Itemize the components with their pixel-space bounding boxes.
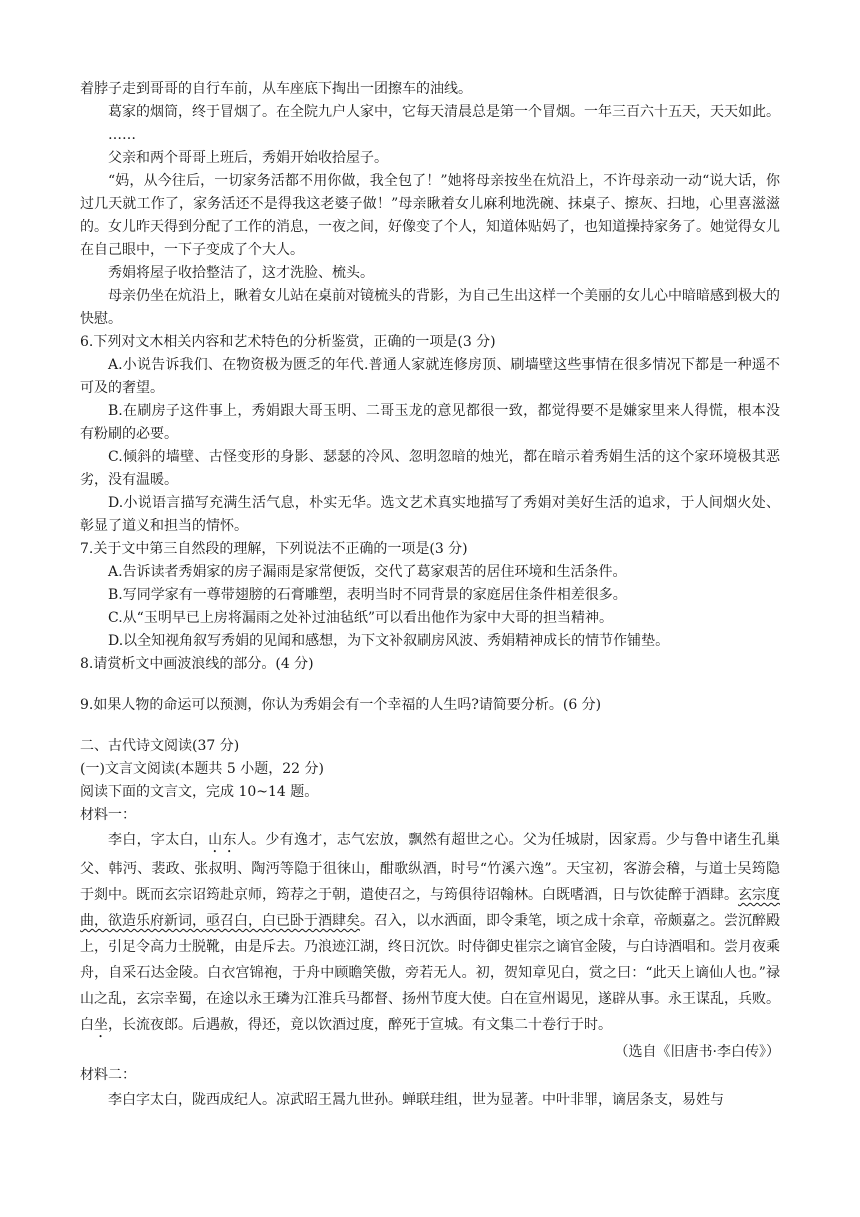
question-6-stem: 6.下列对文木相关内容和艺术特色的分析鉴赏，正确的一项是(3 分): [80, 334, 496, 350]
material-1-text: [80, 827, 780, 1041]
story-paragraph-1: 着脖子走到哥哥的自行车前，从车座底下掏出一团擦车的油线。: [80, 81, 472, 97]
question-7-stem: 7.关于文中第三自然段的理解，下列说法不正确的一项是(3 分): [80, 541, 468, 557]
question-6-option-b: B.在刷房子这件事上，秀娟跟大哥玉明、二哥玉龙的意见都很一致，都觉得要不是嫌家里来人得慌，根本没有粉刷的必要。: [80, 403, 780, 442]
material-1-text-c: 。召入，以水洒面，即令秉笔，顷之成十余章，帝颇嘉之。尝沉醉殿上，引足令高力士脱靴，由是斥去。乃浪迹江湖，终日沉饮。时侍御史崔宗之谪官金陵，与白诗酒唱和。尝月夜乘舟，自采石达金陵。白衣宫锦袍，于舟中顾瞻笑傲，旁若无人。初，贺知章见白，赏之曰：“此天上谪仙人也。”禄山之乱，玄宗幸蜀，在途以永王璘为江淮兵马都督、扬州节度大使。白在宣州谒见，遂辟从事。永王谋乱，兵败。白: [80, 913, 780, 1033]
story-paragraph-6: 母亲仍坐在炕沿上，瞅着女儿站在桌前对镜梳头的背影，为自己生出这样一个美丽的女儿心中暗暗感到极大的快慰。: [80, 288, 780, 327]
question-7-option-b: B.写同学家有一尊带翅膀的石膏雕塑，表明当时不同背景的家庭居住条件相差很多。: [108, 587, 627, 603]
dotted-word-shandong: 山东: [208, 832, 237, 848]
section-2-subtitle: (一)文言文阅读(本题共 5 小题，22 分): [80, 761, 324, 777]
question-8: 8.请赏析文中画波浪线的部分。(4 分): [80, 656, 314, 672]
story-paragraph-5: 秀娟将屋子收拾整洁了，这才洗脸、梳头。: [108, 265, 374, 281]
wavy-underlined-sentence: 玄宗度曲，欲造乐府新词，亟召白，白已卧于酒肆矣: [80, 887, 780, 929]
question-9: 9.如果人物的命运可以预测，你认为秀娟会有一个幸福的人生吗?请简要分析。(6 分): [80, 697, 602, 713]
answer-space-8: [80, 676, 780, 694]
material-1-text-a: 李白，字太白，: [108, 832, 209, 848]
question-6-option-a: A.小说告诉我们、在物资极为匮乏的年代.普通人家就连修房顶、刷墙壁这些事情在很多情况下都是一种遥不可及的奢望。: [80, 357, 780, 396]
story-paragraph-3: 父亲和两个哥哥上班后，秀娟开始收拾屋子。: [108, 150, 388, 166]
material-1-source: （选自《旧唐书·李白传》）: [614, 1044, 780, 1060]
material-1-label: 材料一：: [80, 807, 136, 823]
story-paragraph-4: “妈，从今往后，一切家务活都不用你做，我全包了！”她将母亲按坐在炕沿上，不许母亲动一动“说大话，你过几天就工作了，家务活还不是得我这老婆子做！”母亲瞅着女儿麻利地洗碗、抹桌子、擦灰、扫地，心里喜滋滋的。女儿昨天得到分配了工作的消息，一夜之间，好像变了个人，知道体贴妈了，也知道操持家务了。她觉得女儿在自己眼中，一下子变成了个大人。: [80, 173, 780, 258]
material-1-text-d: ，长流夜郎。后遇赦，得还，竟以饮酒过度，醉死于宣城。有文集二十卷行于时。: [108, 1017, 612, 1033]
story-ellipsis: ……: [108, 127, 136, 143]
question-6-option-d: D.小说语言描写充满生活气息，朴实无华。选文艺术真实地描写了秀娟对美好生活的追求，于人间烟火处、彰显了道义和担当的情怀。: [80, 495, 780, 534]
question-6-option-c: C.倾斜的墙壁、古怪变形的身影、瑟瑟的冷风、忽明忽暗的烛光，都在暗示着秀娟生活的这个家环境极其恶劣，没有温暖。: [80, 449, 780, 488]
document-page: [80, 78, 780, 1113]
section-2-instruction: 阅读下面的文言文，完成 10~14 题。: [80, 784, 319, 800]
question-7-option-c: C.从“玉明早已上房将漏雨之处补过油毡纸”可以看出他作为家中大哥的担当精神。: [108, 610, 613, 626]
material-2-label: 材料二：: [80, 1067, 136, 1083]
dotted-word-zuo: 坐: [94, 1017, 108, 1033]
material-1-block: [80, 827, 780, 1041]
story-paragraph-2: 葛家的烟筒，终于冒烟了。在全院九户人家中，它每天清晨总是第一个冒烟。一年三百六十五天，天天如此。: [108, 104, 780, 120]
answer-space-9: [80, 717, 780, 735]
material-2-block: [80, 1087, 780, 1113]
question-7-option-d: D.以全知视角叙写秀娟的见闻和感想，为下文补叙刷房风波、秀娟精神成长的情节作铺垫。: [108, 633, 670, 649]
section-2-title: 二、古代诗文阅读(37 分): [80, 738, 240, 754]
material-2-text: 李白字太白，陇西成纪人。凉武昭王暠九世孙。蝉联珪组，世为显著。中叶非罪，谪居条支，易姓与: [108, 1092, 724, 1108]
material-1-text-b: 人。少有逸才，志气宏放，飘然有超世之心。父为任城尉，因家焉。少与鲁中诸生孔巢父、韩沔、裴政、张叔明、陶沔等隐于徂徕山，酣歌纵酒，时号“竹溪六逸”。天宝初，客游会稽，与道士吴筠隐于剡中。既而玄宗诏筠赴京师，筠荐之于朝，遣使召之，与筠俱待诏翰林。白既嗜酒，日与饮徒醉于酒肆。: [80, 832, 781, 903]
question-7-option-a: A.告诉读者秀娟家的房子漏雨是家常便饭，交代了葛家艰苦的居住环境和生活条件。: [108, 564, 627, 580]
